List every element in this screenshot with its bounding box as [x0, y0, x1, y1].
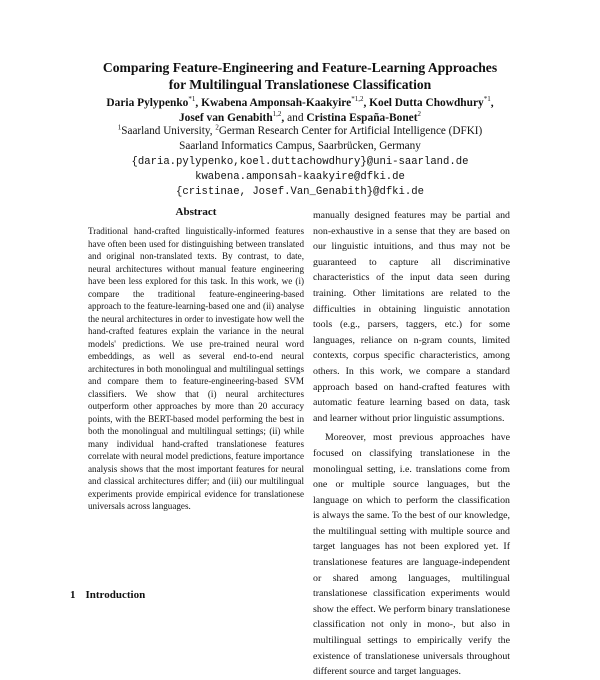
abstract-heading: Abstract — [175, 206, 217, 218]
author-list — [40, 96, 560, 126]
author-5: Cristina España-Bonet — [306, 112, 418, 124]
affil-inst-1: Saarland University, — [121, 125, 216, 137]
author-4: Josef van Genabith — [178, 112, 273, 124]
section-number: 1 — [70, 589, 76, 601]
authors-line-2: Josef van Genabith$^{1,2}$, and Cristina España-Bonet$^2$ — [178, 110, 421, 124]
author-2-sup: *1,2 — [351, 95, 364, 104]
email-block — [40, 155, 560, 200]
affil-sup-1: 1 — [117, 123, 122, 132]
paper-title — [40, 59, 560, 93]
affil-sup-2: 2 — [215, 123, 219, 132]
author-and: and — [287, 112, 304, 124]
author-1-sup: *1 — [188, 95, 196, 104]
author-5-sup: 2 — [417, 110, 421, 119]
email-line-2: kwabena.amponsah-kaakyire@dfki.de — [195, 171, 405, 183]
author-4-sup: 1,2 — [272, 110, 282, 119]
title-line-1: Comparing Feature-Engineering and Feature-Learning Approaches — [102, 60, 498, 75]
email-line-3: {cristinae, Josef.Van_Genabith}@dfki.de — [176, 186, 424, 198]
affil-inst-2: German Research Center for Artificial Intelligence (DFKI) — [218, 125, 483, 137]
author-1: Daria Pylypenko — [106, 97, 189, 109]
email-line-1: {daria.pylypenko,koel.duttachowdhury}@uni-saarland.de — [131, 156, 469, 168]
right-column — [313, 208, 510, 680]
title-line-2: for Multilingual Translationese Classification — [168, 77, 432, 92]
section-title: Introduction — [85, 589, 146, 601]
affiliation-line-1 — [40, 124, 560, 139]
author-2: Kwabena Amponsah-Kaakyire — [201, 97, 352, 109]
body-paragraph-2: Moreover, most previous approaches have focused on classifying translationese in the monolingual setting, i.e. translations come from one or multiple source languages, but the language on which to perform the classification is always the same. To the best of our knowledge, the multilingual setting with multiple source and target languages has not been explored yet. If translationese features are language-independent or shared among languages, multilingual translationese classification experiments would show the effect. We perform binary translationese classification not only in mono-, but also in multilingual settings to empirically verify the existence of translationese universals throughout different source and target languages. — [313, 432, 510, 678]
body-paragraph-1: manually designed features may be partial and non-exhaustive in a sense that they are based on our linguistic intuitions, and thus may not be guaranteed to capture all discriminative characteristics of the input data seen during training. Other limitations are related to the difficulties in obtaining linguistic annotation tools (e.g., parsers, taggers, etc.) for some languages, reliance on n-gram counts, limited contexts, corpus specific characteristics, among others. In this work, we compare a standard approach based on hand-crafted features with automatic feature learning based on data, task and learner without prior linguistic assumptions. — [313, 210, 510, 424]
author-3-sup: *1 — [483, 95, 491, 104]
author-3: Koel Dutta Chowdhury — [369, 97, 484, 109]
affiliations — [40, 124, 560, 154]
abstract-text: Traditional hand-crafted linguistically-informed features have often been used for distinguishing between translated and original non-translated texts. By contrast, to date, neural architectures without manual feature engineering have been less explored for this task. In this work, we (i) compare the traditional feature-engineering-based approach to the feature-learning-based one and (ii) analyse the neural architectures in order to investigate how well the hand-crafted features explain the variance in the neural models' predictions. We use pre-trained neural word embeddings, as well as several end-to-end neural architectures in both monolingual and multilingual settings and compare them to feature-engineering-based SVM classifiers. We show that (i) neural architectures outperform other approaches by more than 20 accuracy points, with the BERT-based model performing the best in both the monolingual and multilingual settings; (ii) while many individual hand-crafted translationese features correlate with neural model predictions, feature importance analysis shows that the most important features for neural and classical architectures differ; and (iii) our multilingual experiments provide empirical evidence for translationese universals across languages. — [88, 226, 304, 511]
section-heading-introduction — [70, 589, 155, 601]
affiliation-line-2: Saarland Informatics Campus, Saarbrücken, Germany — [179, 140, 421, 152]
authors-line-1: Daria Pylypenko$^{*1}$, Kwabena Amponsah-Kaakyire$^{*1,2}$, Koel Dutta Chowdhury$^{*1}$, — [106, 95, 494, 109]
